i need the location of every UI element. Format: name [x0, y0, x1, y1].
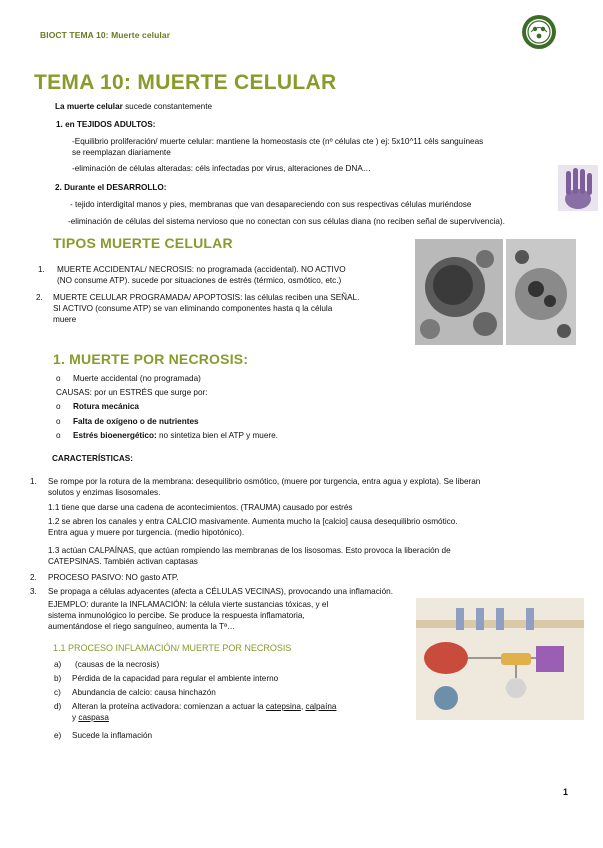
ejemplo-line2: sistema inmunológico lo percibe. Se produce la respuesta inflamatoria,	[48, 611, 305, 620]
university-seal-logo	[521, 14, 557, 50]
inflamacion-item-d	[54, 701, 402, 723]
inflamacion-item-c	[54, 687, 216, 698]
tipos-heading: TIPOS MUERTE CELULAR	[53, 235, 233, 251]
caracteristica-2	[30, 572, 179, 583]
tipo-item-2-line1: MUERTE CELULAR PROGRAMADA/ APOPTOSIS: las células reciben una SEÑAL.	[53, 293, 360, 302]
inflamacion-heading: 1.1 PROCESO INFLAMACIÓN/ MUERTE POR NECROSIS	[53, 643, 292, 653]
causa-3	[56, 430, 278, 441]
intro-lead	[55, 101, 212, 112]
intro-lead-bold: La muerte celular	[55, 102, 123, 111]
caracteristica-1-line2: solutos y enzimas lisosomales.	[48, 488, 161, 497]
inflamacion-item-d-text: Alteran la proteína activadora: comienzan a actuar la	[72, 702, 266, 711]
bullet-icon: o	[56, 402, 61, 411]
apoptosis-micrograph	[506, 239, 576, 345]
tipo-item-2	[36, 292, 402, 325]
bullet-icon: o	[56, 431, 61, 440]
causa-1	[56, 401, 139, 412]
catepsina-term: catepsina	[265, 702, 301, 711]
adult-bullet-1	[72, 136, 572, 158]
running-header: BIOCT TEMA 10: Muerte celular	[40, 30, 171, 40]
tipo-item-1-line2: (NO consume ATP). sucede por situaciones de estrés (térmico, osmótico, etc.)	[57, 276, 342, 285]
caracteristica-1-2-line2: Entra agua y muere por turgencia. (medio hipotónico).	[48, 528, 245, 537]
caracteristica-1-2-line1: 1.2 se abren los canales y entra CALCIO masivamente. Aumenta mucho la [calcio] causa desequilibrio osmótico.	[48, 517, 458, 526]
bullet-icon: o	[56, 417, 61, 426]
inflamacion-item-d-label: d)	[54, 702, 62, 711]
inflamacion-item-c-label: c)	[54, 688, 61, 697]
inflamacion-item-e-text: Sucede la inflamación	[72, 731, 153, 740]
development-bullet-2: -eliminación de células del sistema nervioso que no conectan con sus células diana (no reciben señal de supervivencia).	[68, 217, 505, 226]
caracteristica-3	[30, 586, 572, 597]
ejemplo-line1: EJEMPLO: durante la INFLAMACIÓN: la célula vierte sustancias tóxicas, y el	[48, 600, 329, 609]
tipo-item-2-line2: SI ACTIVO (consume ATP) se van eliminando componentes hasta q la célula	[53, 304, 333, 313]
caracteristica-2-text: PROCESO PASIVO: NO gasto ATP.	[48, 573, 179, 582]
inflammation-pathway-diagram	[416, 598, 584, 720]
caracteristica-1-2	[48, 516, 572, 538]
inflamacion-item-a-text: (causas de la necrosis)	[75, 660, 160, 669]
inflamacion-item-b-text: Pérdida de la capacidad para regular el ambiente interno	[72, 674, 279, 683]
adult-bullet-1-line1: -Equilibrio proliferación/ muerte celular: mantiene la homeostasis cte (nº células cte ) ej: 5x10^11 céls sanguíneas	[72, 137, 484, 146]
necrosis-accidental-text: Muerte accidental (no programada)	[73, 374, 201, 383]
causa-3-bold: Estrés bioenergético:	[73, 431, 157, 440]
caracteristica-1-3	[48, 545, 572, 567]
caspasa-term: caspasa	[78, 713, 109, 722]
page-number: 1	[563, 787, 569, 797]
inflamacion-item-a-label: a)	[54, 660, 62, 669]
tipo-item-2-number: 2.	[36, 293, 43, 302]
adult-bullet-1-line2: se reemplazan diariamente	[72, 148, 171, 157]
causa-2-text: Falta de oxígeno o de nutrientes	[73, 417, 199, 426]
caracteristica-1-3-line2: CATEPSINAS. También activan captasas	[48, 557, 198, 566]
comma-separator: ,	[300, 702, 306, 711]
caracteristica-3-number: 3.	[30, 587, 37, 596]
causa-3-rest: no sintetiza bien el ATP y muere.	[156, 431, 278, 440]
development-bullet-1: - tejido interdigital manos y pies, membranas que van desapareciendo con sus respectivas células muriéndose	[70, 200, 472, 209]
caracteristica-2-number: 2.	[30, 573, 37, 582]
necrosis-heading: 1. MUERTE POR NECROSIS:	[53, 351, 249, 367]
tipo-item-2-line3: muere	[53, 315, 77, 324]
interdigital-tissue-image	[558, 165, 598, 211]
inflamacion-item-e	[54, 730, 153, 741]
necrosis-micrograph	[415, 239, 503, 345]
inflamacion-item-b	[54, 673, 279, 684]
bullet-icon: o	[56, 374, 61, 383]
caracteristica-1-3-line1: 1.3 actúan CALPAÍNAS, que actúan rompiendo las membranas de los lisosomas. Esto provoca la liberación de	[48, 546, 451, 555]
causas-label: CAUSAS: por un ESTRÉS que surge por:	[56, 388, 208, 397]
adult-heading: 1. en TEJIDOS ADULTOS:	[56, 120, 156, 129]
tipo-item-1-line1: MUERTE ACCIDENTAL/ NECROSIS: no programada (accidental). NO ACTIVO	[57, 265, 346, 274]
inflamacion-item-c-text: Abundancia de calcio: causa hinchazón	[72, 688, 216, 697]
inflamacion-item-a	[54, 659, 160, 670]
inflamacion-item-b-label: b)	[54, 674, 62, 683]
caracteristica-3-text: Se propaga a células adyacentes (afecta a CÉLULAS VECINAS), provocando una inflamación.	[48, 587, 393, 596]
inflamacion-item-e-label: e)	[54, 731, 62, 740]
causa-1-text: Rotura mecánica	[73, 402, 139, 411]
tipo-item-1-number: 1.	[38, 265, 45, 274]
caracteristica-1-number: 1.	[30, 477, 37, 486]
caracteristicas-label: CARACTERÍSTICAS:	[52, 454, 133, 463]
causa-2	[56, 416, 199, 427]
calpaina-term: calpaína	[305, 702, 337, 711]
adult-bullet-2: -eliminación de células alteradas: céls infectadas por virus, alteraciones de DNA…	[72, 164, 371, 173]
ejemplo-line3: aumentándose el riego sanguíneo, aumenta la Tª…	[48, 622, 236, 631]
intro-lead-rest: sucede constantemente	[122, 102, 213, 111]
page-title: TEMA 10: MUERTE CELULAR	[34, 71, 337, 94]
ejemplo-paragraph	[48, 599, 393, 632]
necrosis-accidental	[56, 373, 201, 384]
caracteristica-1-1: 1.1 tiene que darse una cadena de acontecimientos. (TRAUMA) causado por estrés	[48, 503, 353, 512]
caracteristica-1	[30, 476, 572, 498]
development-heading: 2. Durante el DESARROLLO:	[55, 183, 167, 192]
tipo-item-1	[38, 264, 402, 286]
caracteristica-1-line1: Se rompe por la rotura de la membrana: desequilibrio osmótico, (muere por turgencia, entra agua y explota). Se liberan	[48, 477, 481, 486]
conjunction-y: y	[72, 713, 79, 722]
